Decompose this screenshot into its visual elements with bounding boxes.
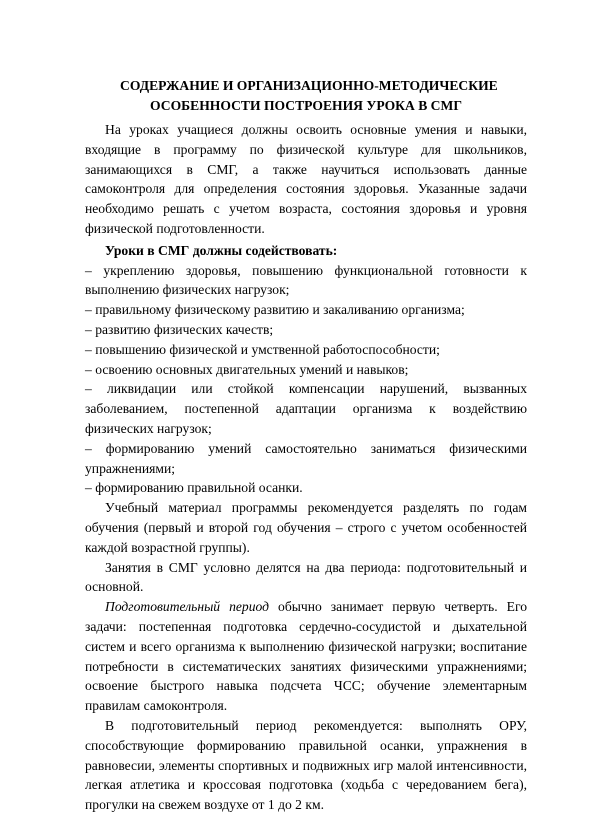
list-item: – формированию правильной осанки. <box>85 480 303 496</box>
list-item: – формированию умений самостоятельно заниматься физическими упражнениями; <box>85 440 527 476</box>
recommendations-paragraph: В подготовительный период рекомендуется: выполнять ОРУ, способствующие формированию правильной осанки, упражнения в равновесии, элементы спортивных и подвижных игр малой интенсивности, легкая атлетика и кроссовая подготовка (ходьба с чередованием бега), прогулки на свежем воздухе от 1 до 2 км. <box>85 717 527 813</box>
list-item: – правильному физическому развитию и закаливанию организма; <box>85 302 465 318</box>
title-line-2: ОСОБЕННОСТИ ПОСТРОЕНИЯ УРОКА В СМГ <box>150 98 462 113</box>
list-item: – ликвидации или стойкой компенсации нарушений, вызванных заболеванием, постепенной адаптации организма к воздействию физических нагрузок; <box>85 381 527 436</box>
program-paragraph: Учебный материал программы рекомендуется разделять по годам обучения (первый и второй год обучения – строго с учетом особенностей каждой возрастной группы). <box>85 500 527 555</box>
tasks-heading: Уроки в СМГ должны содействовать: <box>105 242 338 258</box>
list-item: – повышению физической и умственной работоспособности; <box>85 341 440 357</box>
document-body <box>85 120 527 815</box>
tasks-list <box>85 261 527 499</box>
page-title <box>120 76 498 116</box>
prep-period-text: обычно занимает первую четверть. Его задачи: постепенная подготовка сердечно-сосудистой и дыхательной систем и всего организма к выполнению физической нагрузки; воспитание потребности в систематических занятиях физическими упражнениями; освоение быстрого навыка подсчета ЧСС; обучение элементарным правилам самоконтроля. <box>85 599 527 714</box>
title-line-1: СОДЕРЖАНИЕ И ОРГАНИЗАЦИОННО-МЕТОДИЧЕСКИЕ <box>120 78 498 93</box>
list-item: – освоению основных двигательных умений и навыков; <box>85 361 409 377</box>
list-item: – укреплению здоровья, повышению функциональной готовности к выполнению физических нагрузок; <box>85 262 527 298</box>
prep-period-term: Подготовительный период <box>105 599 270 615</box>
intro-paragraph: На уроках учащиеся должны освоить основные умения и навыки, входящие в программу по физической культуре для школьников, занимающихся в СМГ, а также научиться использовать данные самоконтроля для определения состояния здоровья. Указанные задачи необходимо решать с учетом возраста, состояния здоровья и уровня физической подготовленности. <box>85 122 527 236</box>
periods-paragraph: Занятия в СМГ условно делятся на два периода: подготовительный и основной. <box>85 559 527 595</box>
prep-period-paragraph <box>85 597 527 716</box>
list-item: – развитию физических качеств; <box>85 321 274 337</box>
